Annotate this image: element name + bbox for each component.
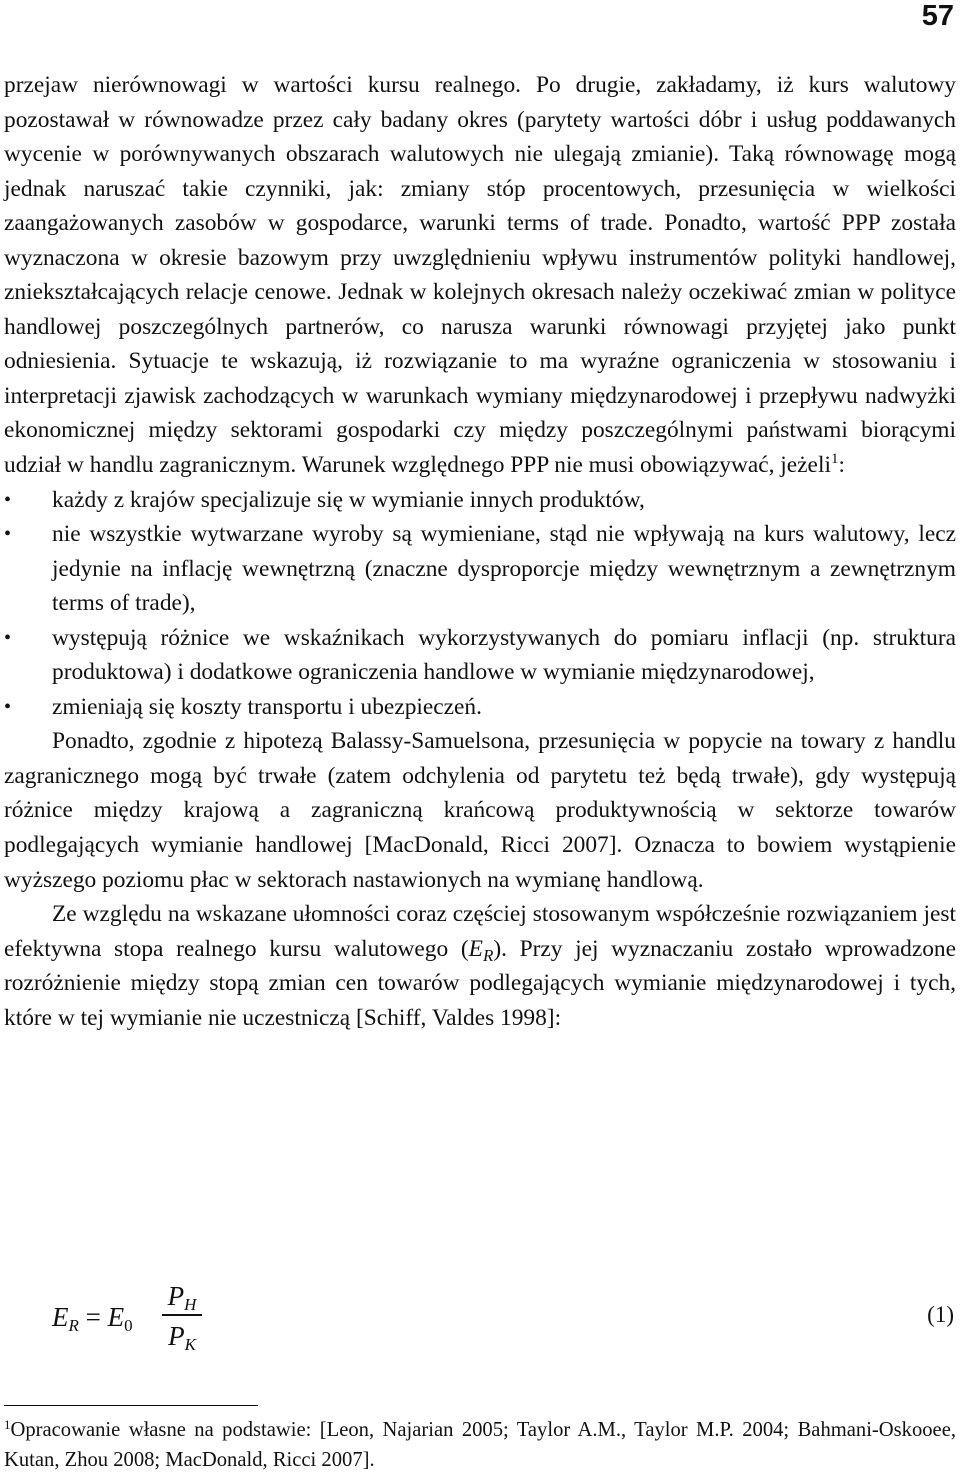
list-item bbox=[4, 517, 956, 621]
equation-var: P bbox=[167, 1281, 185, 1311]
fraction-denominator bbox=[160, 1316, 204, 1356]
inline-symbol-subscript: R bbox=[482, 945, 494, 965]
equation-number: (1) bbox=[927, 1302, 954, 1327]
equation-lhs bbox=[52, 1302, 133, 1333]
list-item bbox=[4, 621, 956, 690]
body-text bbox=[4, 68, 956, 1035]
list-item-text: nie wszystkie wytwarzane wyroby są wymieniane, stąd nie wpływają na kurs walutowy, lecz jedynie na inflację wewnętrzną (znaczne dysproporcje między wewnętrznym a zewnętrznym terms of trade), bbox=[52, 521, 956, 617]
equation-sub: K bbox=[184, 1334, 196, 1354]
bullet-icon: • bbox=[4, 626, 12, 649]
bullet-icon: • bbox=[4, 488, 12, 511]
list-item-text: każdy z krajów specjalizuje się w wymianie innych produktów, bbox=[52, 486, 645, 513]
paragraph-ppp-limitations bbox=[4, 68, 956, 483]
list-item bbox=[4, 483, 956, 518]
equation-sub: R bbox=[68, 1316, 79, 1335]
list-item-text: występują różnice we wskaźnikach wykorzystywanych do pomiaru inflacji (np. struktura produktowa) i dodatkowe ograniczenia handlowe w wymianie międzynarodowej, bbox=[52, 624, 956, 686]
conditions-list bbox=[4, 483, 956, 725]
equation-var: P bbox=[168, 1320, 185, 1351]
footnote-divider bbox=[4, 1405, 258, 1406]
footnote-marker: 1 bbox=[4, 1417, 11, 1432]
equation-var: E bbox=[52, 1302, 69, 1332]
bullet-icon: • bbox=[4, 523, 12, 546]
paragraph-effective-rate bbox=[4, 897, 956, 1035]
paragraph-text: ). Przy jej wyznaczaniu zostało wprowadzone rozróżnienie między stopą zmian cen towarów podlegających wymianie międzynarodowej i tych, które w tej wymianie nie uczestniczą [Schiff, Valdes 1998]: bbox=[4, 935, 956, 1031]
equation-sub: 0 bbox=[124, 1316, 133, 1335]
paragraph-balassa-samuelson: Ponadto, zgodnie z hipotezą Balassy-Samuelsona, przesunięcia w popycie na towary z handlu zagranicznego mogą być trwałe (zatem odchylenia od parytetu też będą trwałe), gdy występują różnice między krajową a zagraniczną krańcową produktywnością w sektorze towarów podlegających wymianie handlowej [MacDonald, Ricci 2007]. Oznacza to bowiem wystąpienie wyższego poziomu płac w sektorach nastawionych na wymianę handlową. bbox=[4, 728, 956, 893]
paragraph-text: Ze względu na wskazane ułomności coraz częściej stosowanym współcześnie rozwiązaniem jest efektywna stopa realnego kursu walutowego ( bbox=[4, 901, 956, 962]
list-item-text: zmieniają się koszty transportu i ubezpieczeń. bbox=[52, 693, 482, 720]
page-number: 57 bbox=[921, 0, 954, 32]
equation-sub: H bbox=[184, 1295, 197, 1314]
inline-symbol: E bbox=[468, 935, 483, 962]
equation-equals: = bbox=[78, 1302, 108, 1332]
footnote-reference: 1 bbox=[830, 451, 839, 468]
list-item bbox=[4, 690, 956, 725]
paragraph-text: przejaw nierównowagi w wartości kursu realnego. Po drugie, zakładamy, iż kurs walutowy pozostawał w równowadze przez cały badany okres (parytety wartości dóbr i usług poddawanych wycenie w porównywanych obszarach walutowych nie ulegają zmianie). Taką równowagę mogą jednak naruszać takie czynniki, jak: zmiany stóp procentowych, przesunięcia w wielkości zaangażowanych zasobów w gospodarce, warunki terms of trade. Ponadto, wartość PPP została wyznaczona w okresie bazowym przy uwzględnieniu wpływu instrumentów polityki handlowej, zniekształcających relacje cenowe. Jednak w kolejnych okresach należy oczekiwać zmian w polityce handlowej poszczególnych partnerów, co narusza warunki równowagi przyjętej jako punkt odniesienia. Sytuacje te wskazują, iż rozwiązanie to ma wyraźne ograniczenia w stosowaniu i interpretacji zjawisk zachodzących w warunkach wymiany międzynarodowej i przepływu nadwyżki ekonomicznej między sektorami gospodarki czy między poszczególnymi państwami biorącymi udział w handlu zagranicznym. Warunek względnego PPP nie musi obowiązywać, jeżeli bbox=[4, 72, 956, 479]
footnote-text: Opracowanie własne na podstawie: [Leon, Najarian 2005; Taylor A.M., Taylor M.P. 2004; Bahmani-Oskooee, Kutan, Zhou 2008; MacDonald, Ricci 2007]. bbox=[4, 1419, 956, 1471]
footnote bbox=[4, 1415, 956, 1475]
equation-1 bbox=[0, 1270, 960, 1370]
bullet-icon: • bbox=[4, 695, 12, 718]
equation-fraction bbox=[160, 1278, 204, 1356]
equation-var: E bbox=[107, 1302, 125, 1332]
fraction-numerator bbox=[160, 1278, 204, 1314]
paragraph-colon: : bbox=[838, 452, 845, 479]
